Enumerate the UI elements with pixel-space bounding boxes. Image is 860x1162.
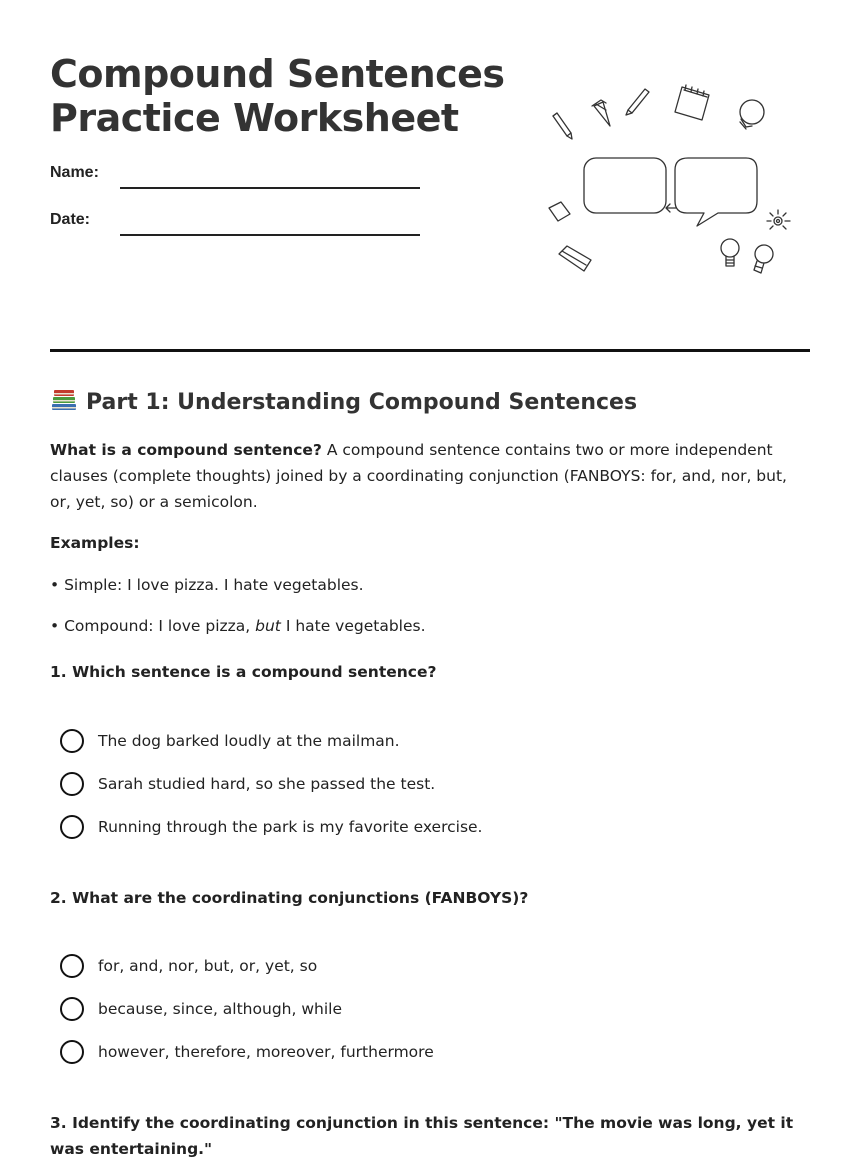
radio-button[interactable] [60,772,84,796]
name-input-line[interactable] [120,187,420,189]
name-field[interactable] [50,164,430,194]
question-1-option-c[interactable] [60,815,760,841]
eraser-icon [559,246,591,271]
question-1-option-a[interactable] [60,729,760,755]
option-label: however, therefore, moreover, furthermore [98,1043,434,1061]
examples-label: Examples: [50,534,140,552]
option-label: for, and, nor, but, or, yet, so [98,957,318,975]
example-compound [50,613,810,639]
question-3: 3. Identify the coordinating conjunction in this sentence: "The movie was long, yet it was entertaining." [50,1114,794,1158]
date-field[interactable] [50,211,430,241]
date-input-line[interactable] [120,234,420,236]
definition-text: A compound sentence contains two or more independent clauses (complete thoughts) joined by a coordinating conjunction (FANBOYS: for, and, nor, but, or, yet, so) or a semicolon. [50,441,787,511]
part-1-title-text: Part 1: Understanding Compound Sentences [86,390,638,415]
example-simple: • Simple: I love pizza. I hate vegetables. [50,576,364,594]
notepad-icon [675,85,709,120]
books-icon [50,388,78,412]
sparkle-icon [767,210,790,229]
definition-lead: What is a compound sentence? [50,441,322,459]
example-compound-conjunction: but [255,617,281,635]
pencil-icon [553,113,572,139]
part-1-title [50,388,637,415]
pencil-icon-2 [626,89,649,115]
lightbulb-icon [740,100,764,129]
radio-button[interactable] [60,954,84,978]
speech-bubble-icon [584,158,757,226]
question-1: 1. Which sentence is a compound sentence? [50,663,437,681]
radio-button[interactable] [60,1040,84,1064]
radio-button[interactable] [60,815,84,839]
question-2-option-c[interactable] [60,1040,760,1066]
radio-button[interactable] [60,997,84,1021]
question-2-option-a[interactable] [60,954,760,980]
pen-icon [592,100,610,126]
title-line-1: Compound Sentences [50,52,505,96]
school-doodles-illustration [540,80,800,290]
title-line-2: Practice Worksheet [50,96,459,140]
option-label: Running through the park is my favorite exercise. [98,818,483,836]
name-label: Name: [50,164,99,181]
date-label: Date: [50,211,91,228]
option-label: The dog barked loudly at the mailman. [98,732,400,750]
question-1-option-b[interactable] [60,772,760,798]
worksheet-title [50,52,505,140]
option-label: Sarah studied hard, so she passed the test. [98,775,436,793]
lightbulb-icon-3 [754,245,773,273]
option-label: because, since, although, while [98,1000,342,1018]
radio-button[interactable] [60,729,84,753]
definition-paragraph [50,437,810,515]
example-compound-pre: • Compound: I love pizza, [50,617,256,635]
example-compound-post: I hate vegetables. [280,617,426,635]
question-2-option-b[interactable] [60,997,760,1023]
sticky-note-icon [549,202,570,221]
question-2: 2. What are the coordinating conjunctions (FANBOYS)? [50,889,529,907]
header-divider [50,349,810,352]
lightbulb-icon-2 [721,239,739,266]
